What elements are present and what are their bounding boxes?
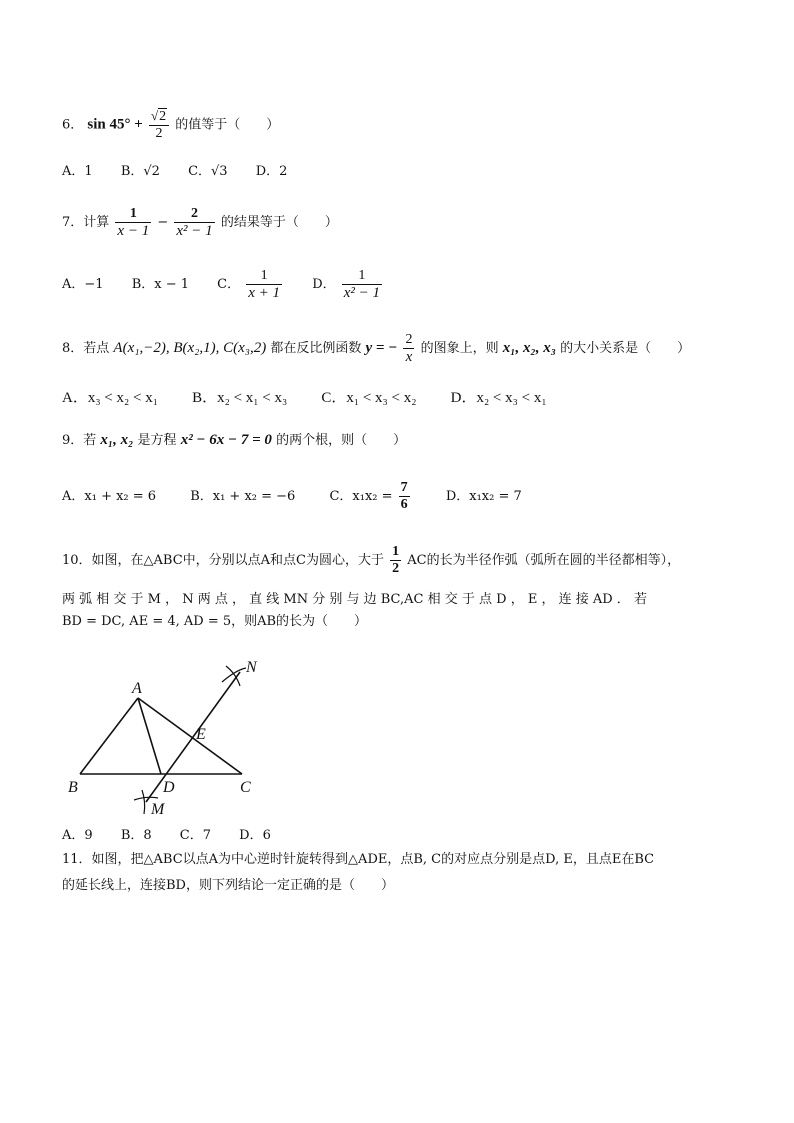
question-number: 6． xyxy=(62,117,84,133)
question-6-stem xyxy=(62,108,279,142)
question-11-line-2: 的延长线上，连接BD，则下列结论一定正确的是（ ） xyxy=(62,878,394,893)
question-suffix: 的结果等于（ ） xyxy=(220,215,338,230)
points-expression: A(x₁,−2), B(x₂,1), C(x₃,2) xyxy=(113,340,267,356)
option-b[interactable]: B．x₁ + x₂ = −6 xyxy=(190,489,296,504)
label-b: B xyxy=(68,779,78,796)
fraction-1: $\frac{1}{x - 1}$ xyxy=(117,206,150,239)
question-suffix: 的值等于（ ） xyxy=(175,117,280,133)
question-10-line-1: 10．如图，在△ABC中，分别以点A和点C为圆心，大于 $\frac{1}{2}$ AC的长为半径作弧（弧所在圆的半径都相等）， xyxy=(62,544,681,576)
function-lhs: y = − xyxy=(365,340,398,356)
option-a[interactable]: A．−1 xyxy=(62,277,104,292)
option-d[interactable]: D．x₁x₂ = 7 xyxy=(445,489,522,504)
line-mn xyxy=(146,672,240,802)
label-c: C xyxy=(240,779,251,796)
triangle-figure xyxy=(60,650,280,825)
expression: sin 45° + xyxy=(87,116,143,133)
question-10-options xyxy=(62,826,295,846)
question-6-options xyxy=(62,162,311,182)
arc-mark-m xyxy=(134,797,158,800)
question-8-options xyxy=(62,388,577,409)
fraction-2: $\frac{2}{\text{x² − 1}}$ xyxy=(176,206,213,239)
option-c[interactable]: C．x₁x₂ = $\frac{7}{6}$ xyxy=(329,480,408,512)
question-11-line-1: 11．如图，把△ABC以点A为中心逆时针旋转得到△ADE，点B, C的对应点分别是点D, E，且点E在BC xyxy=(62,852,655,867)
option-c[interactable]: C．√3 xyxy=(188,164,228,179)
option-a[interactable]: A．9 xyxy=(62,828,93,843)
question-7-stem xyxy=(62,206,338,239)
option-c[interactable]: C．7 xyxy=(179,828,211,843)
option-b[interactable]: B．x − 1 xyxy=(131,277,190,292)
minus-sign: − xyxy=(157,215,169,230)
question-9-stem: 9．若 x₁, x₂ 是方程 x² − 6x − 7 = 0 的两个根，则（ ） xyxy=(62,432,407,448)
option-d[interactable]: D．6 xyxy=(239,828,271,843)
option-c[interactable]: C． $\frac{1}{x + 1}$ xyxy=(217,268,281,301)
option-b[interactable]: B．x₂ < x₁ < x₃ xyxy=(192,390,288,406)
option-d[interactable]: D．2 xyxy=(255,164,288,179)
option-a[interactable]: A．1 xyxy=(62,164,93,179)
question-8-stem: 8．若点 A(x₁,−2), B(x₂,1), C(x₃,2) 都在反比例函数 y = − $\frac{2}{x}$ 的图象上，则 x₁, x₂, x₃ 的大小关系是（ ） xyxy=(62,332,691,365)
label-e: E xyxy=(196,726,206,743)
label-m: M xyxy=(151,801,165,818)
option-a[interactable]: A．x₁ + x₂ = 6 xyxy=(62,489,157,504)
option-d[interactable]: D． $\frac{1}{\text{x² − 1}}$ xyxy=(312,268,381,301)
segment-ac xyxy=(138,698,242,774)
fraction: $\frac{√2}{2}$ xyxy=(149,108,169,142)
label-a: A xyxy=(132,680,142,697)
segment-ad xyxy=(138,698,161,774)
equation: x² − 6x − 7 = 0 xyxy=(180,432,272,448)
option-b[interactable]: B．8 xyxy=(120,828,152,843)
option-a[interactable]: A．x₃ < x₂ < x₁ xyxy=(62,390,158,406)
option-d[interactable]: D．x₂ < x₃ < x₁ xyxy=(450,390,547,406)
label-d: D xyxy=(163,779,175,796)
question-prefix: 7．计算 xyxy=(62,215,110,230)
question-7-options xyxy=(62,268,408,301)
fraction-half: $\frac{1}{2}$ xyxy=(392,544,400,576)
question-10-line-3: BD = DC, AE = 4, AD = 5，则AB的长为（ ） xyxy=(62,614,368,629)
fraction: $\frac{2}{x}$ xyxy=(405,332,413,365)
option-c[interactable]: C．x₁ < x₃ < x₂ xyxy=(321,390,417,406)
question-10-line-2: 两 弧 相 交 于 M ， N 两 点 ， 直 线 MN 分 别 与 边 BC,AC 相 交 于 点 D ， E ， 连 接 AD ． 若 xyxy=(62,592,647,607)
question-9-options xyxy=(62,480,546,513)
option-b[interactable]: B．√2 xyxy=(120,164,160,179)
label-n: N xyxy=(246,659,257,676)
segment-ab xyxy=(80,698,138,774)
